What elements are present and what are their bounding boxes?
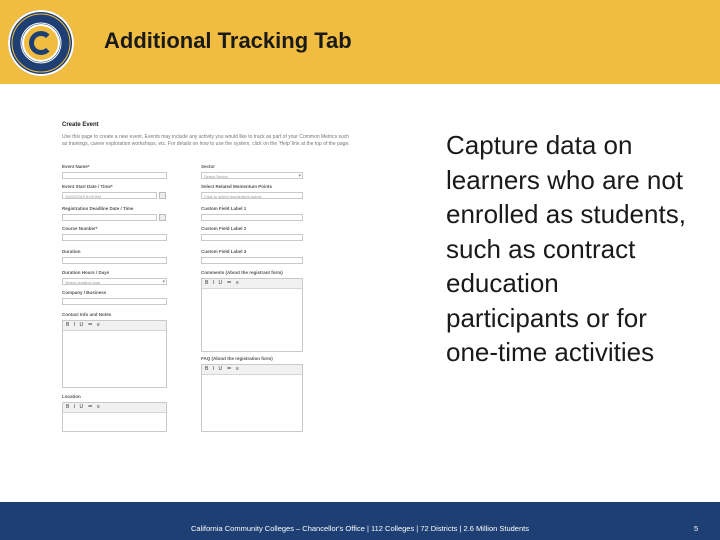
reg-deadline-label: Registration Deadline Date / Time [62,206,134,211]
reg-deadline-input[interactable] [62,214,157,221]
slide-body-text: Capture data on learners who are not enrolled as students, such as contract education participants or for one-time activities [446,130,686,367]
course-number-input[interactable] [62,234,167,241]
custom-field-3-input[interactable] [201,257,303,264]
create-event-form-screenshot [58,118,370,432]
editor-toolbar[interactable]: B I U ≔ ≡ [202,365,302,375]
location-label: Location [62,394,81,399]
comments-editor[interactable] [201,278,303,352]
sector-select[interactable]: Select Sector ▾ [201,172,303,179]
company-label: Company / Business [62,290,107,295]
related-momentum-input[interactable]: Click to select momentum points [201,192,303,199]
comments-label: Comments (About the registrant form) [201,270,283,275]
editor-toolbar[interactable]: B I U ≔ ≡ [63,403,166,413]
faq-editor[interactable] [201,364,303,432]
college-seal-logo [8,10,74,76]
duration-label: Duration [62,249,81,254]
duration-input[interactable] [62,257,167,264]
contact-info-label: Contact Info and Notes [62,312,112,317]
company-input[interactable] [62,298,167,305]
custom-field-1-input[interactable] [201,214,303,221]
footer-text: California Community Colleges – Chancellor's Office | 112 Colleges | 72 Districts | 2.6 Million Students [191,524,529,533]
form-title: Create Event [62,122,99,128]
event-start-label: Event Start Date / Time* [62,184,113,189]
calendar-icon[interactable] [159,214,166,221]
footer-band [0,502,720,540]
sector-label: Sector [201,164,216,169]
slide-title: Additional Tracking Tab [104,28,352,53]
custom-field-2-label: Custom Field Label 2 [201,226,247,231]
header-band [0,0,720,84]
custom-field-1-label: Custom Field Label 1 [201,206,247,211]
custom-field-3-label: Custom Field Label 3 [201,249,247,254]
duration-type-select[interactable]: Select duration type ▾ [62,278,167,285]
page-number: 5 [694,524,699,533]
editor-toolbar[interactable]: B I U ≔ ≡ [202,279,302,289]
form-description: Use this page to create a new event. Events may include any activity you would like to track as part of your Common Metrics such as trainings, career exploration workshops, etc. For details on how to use the system, click on the 'Help' link at the top of the page. [62,134,350,147]
editor-toolbar[interactable]: B I U ≔ ≡ [63,321,166,331]
duration-hours-label: Duration Hours / Days [62,270,110,275]
event-name-label: Event Name* [62,164,90,169]
related-momentum-label: Select Related Momentum Points [201,184,273,189]
event-start-input[interactable]: 10/02/2019 8:00 AM [62,192,157,199]
calendar-icon[interactable] [159,192,166,199]
event-name-input[interactable] [62,172,167,179]
location-editor[interactable] [62,402,167,432]
custom-field-2-input[interactable] [201,234,303,241]
course-number-label: Course Number* [62,226,98,231]
faq-label: FAQ (About the registration form) [201,356,273,361]
contact-info-editor[interactable] [62,320,167,388]
